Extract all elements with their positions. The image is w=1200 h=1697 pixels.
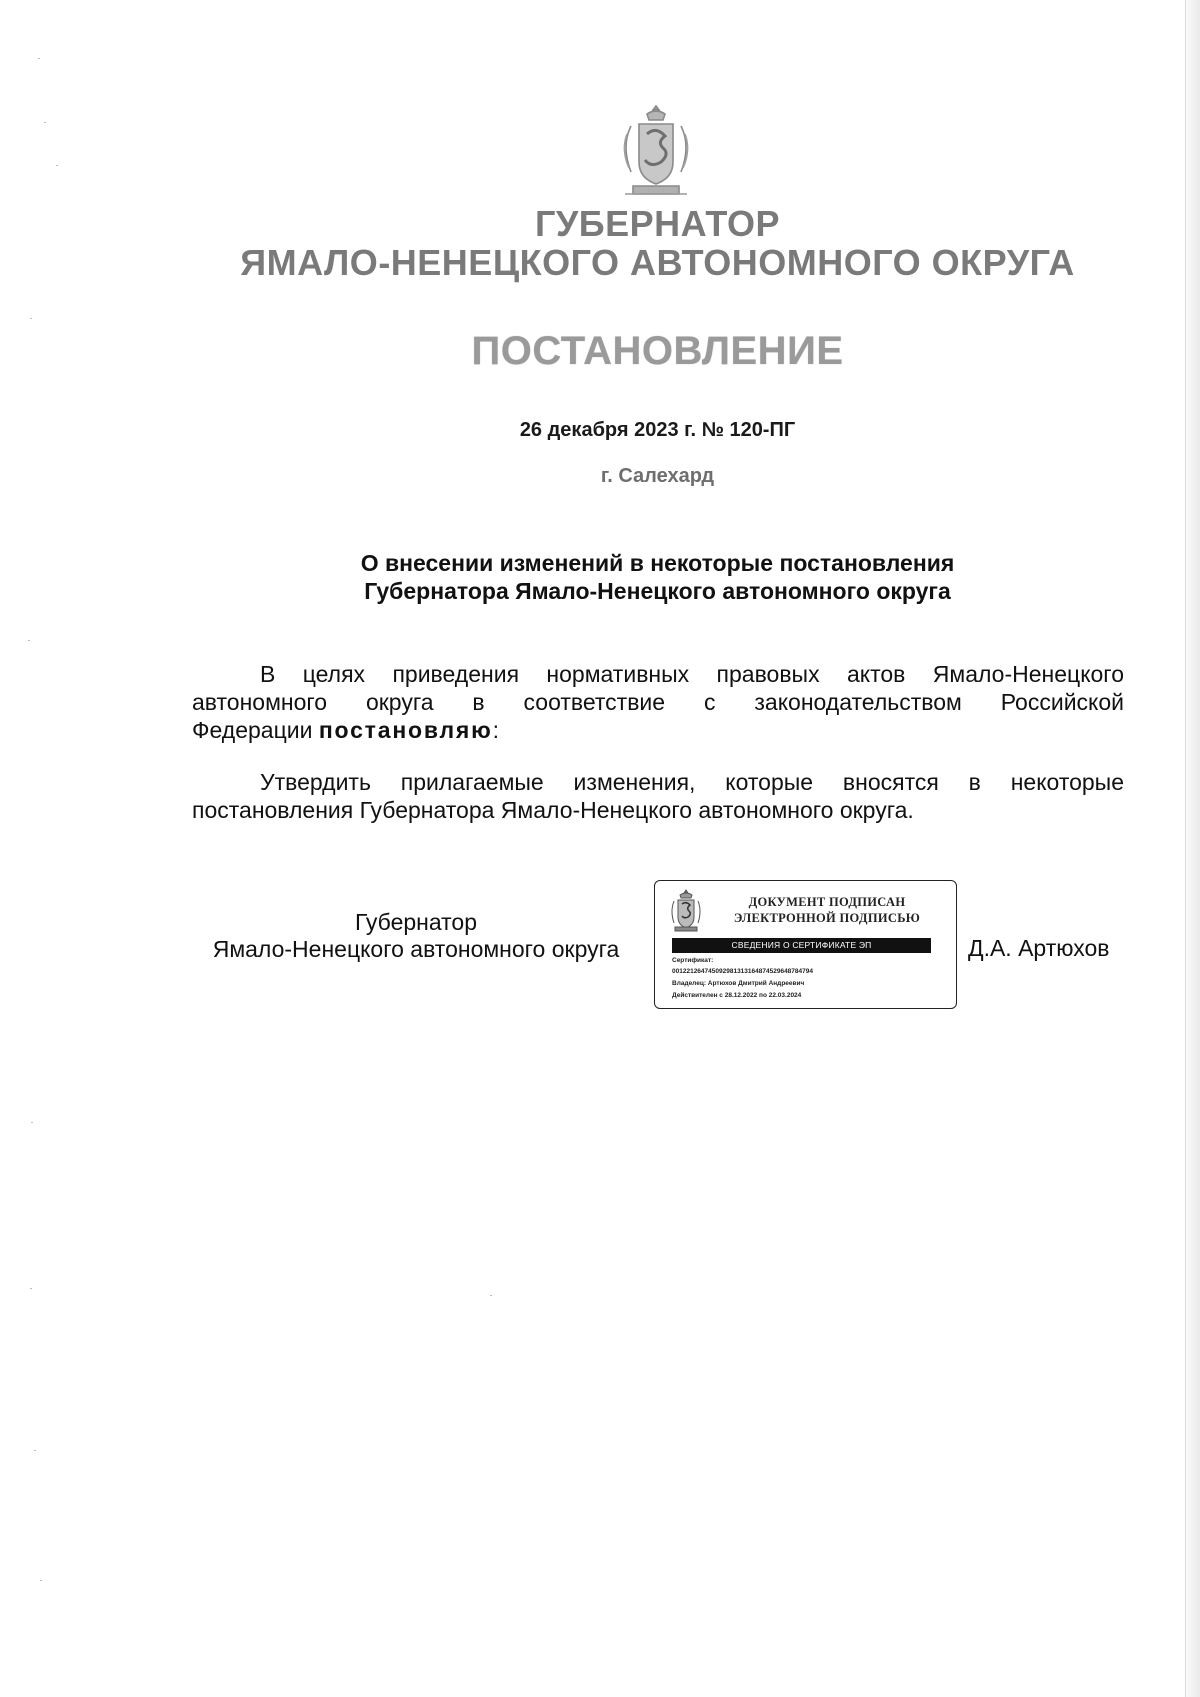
scan-speck xyxy=(56,165,58,166)
body-line: В целях приведения нормативных правовых актов Ямало-Ненецкого xyxy=(260,661,1124,687)
stamp-cert-label: Сертификат: xyxy=(672,957,714,964)
stamp-validity: Действителен с 28.12.2022 по 22.03.2024 xyxy=(672,992,802,999)
scan-speck xyxy=(38,58,40,59)
authority-title-line2: ЯМАЛО-НЕНЕЦКОГО АВТОНОМНОГО ОКРУГА xyxy=(240,242,1075,283)
stamp-owner: Владелец: Артюхов Дмитрий Андреевич xyxy=(672,980,805,987)
document-type: ПОСТАНОВЛЕНИЕ xyxy=(471,329,844,373)
subject-line2: Губернатора Ямало-Ненецкого автономного округа xyxy=(364,578,951,604)
scan-speck xyxy=(44,122,46,123)
body-text: : xyxy=(492,717,499,743)
coat-of-arms-icon xyxy=(669,889,703,935)
stamp-heading xyxy=(707,894,947,926)
resolution-keyword: постановляю xyxy=(318,717,493,743)
body-paragraph-1 xyxy=(192,660,1124,744)
scan-speck xyxy=(31,1122,33,1123)
body-line xyxy=(192,716,1124,744)
body-paragraph-2 xyxy=(192,768,1124,824)
scan-speck xyxy=(490,1295,492,1296)
scan-speck xyxy=(30,1288,32,1289)
stamp-certificate-bar: СВЕДЕНИЯ О СЕРТИФИКАТЕ ЭП xyxy=(672,938,931,953)
subject-line1: О внесении изменений в некоторые постановления xyxy=(360,550,955,576)
stamp-cert-number: 00122126474509298131316487452964878479​4 xyxy=(672,968,813,975)
scan-speck xyxy=(34,1450,36,1451)
body-line: автономного округа в соответствие с законодательством Российской xyxy=(192,689,1124,715)
scan-speck xyxy=(28,640,30,641)
document-date-number: 26 декабря 2023 г. № 120-ПГ xyxy=(519,419,796,441)
electronic-signature-stamp xyxy=(654,880,957,1009)
document-city: г. Салехард xyxy=(600,465,715,487)
body-text: Федерации xyxy=(192,717,319,743)
body-line: постановления Губернатора Ямало-Ненецкого автономного округа. xyxy=(192,797,914,823)
authority-title-line1: ГУБЕРНАТОР xyxy=(534,203,780,244)
stamp-heading-line1: ДОКУМЕНТ ПОДПИСАН xyxy=(748,895,906,909)
signatory-title-line2: Ямало-Ненецкого автономного округа xyxy=(212,936,620,962)
scan-speck xyxy=(30,318,32,319)
body-line: Утвердить прилагаемые изменения, которые вносятся в некоторые xyxy=(260,769,1124,795)
signatory-name: Д.А. Артюхов xyxy=(968,935,1110,961)
stamp-heading-line2: ЭЛЕКТРОННОЙ ПОДПИСЬЮ xyxy=(733,911,921,925)
coat-of-arms-icon xyxy=(617,104,695,204)
scan-speck xyxy=(40,1580,42,1581)
signatory-title-line1: Губернатор xyxy=(354,909,478,935)
